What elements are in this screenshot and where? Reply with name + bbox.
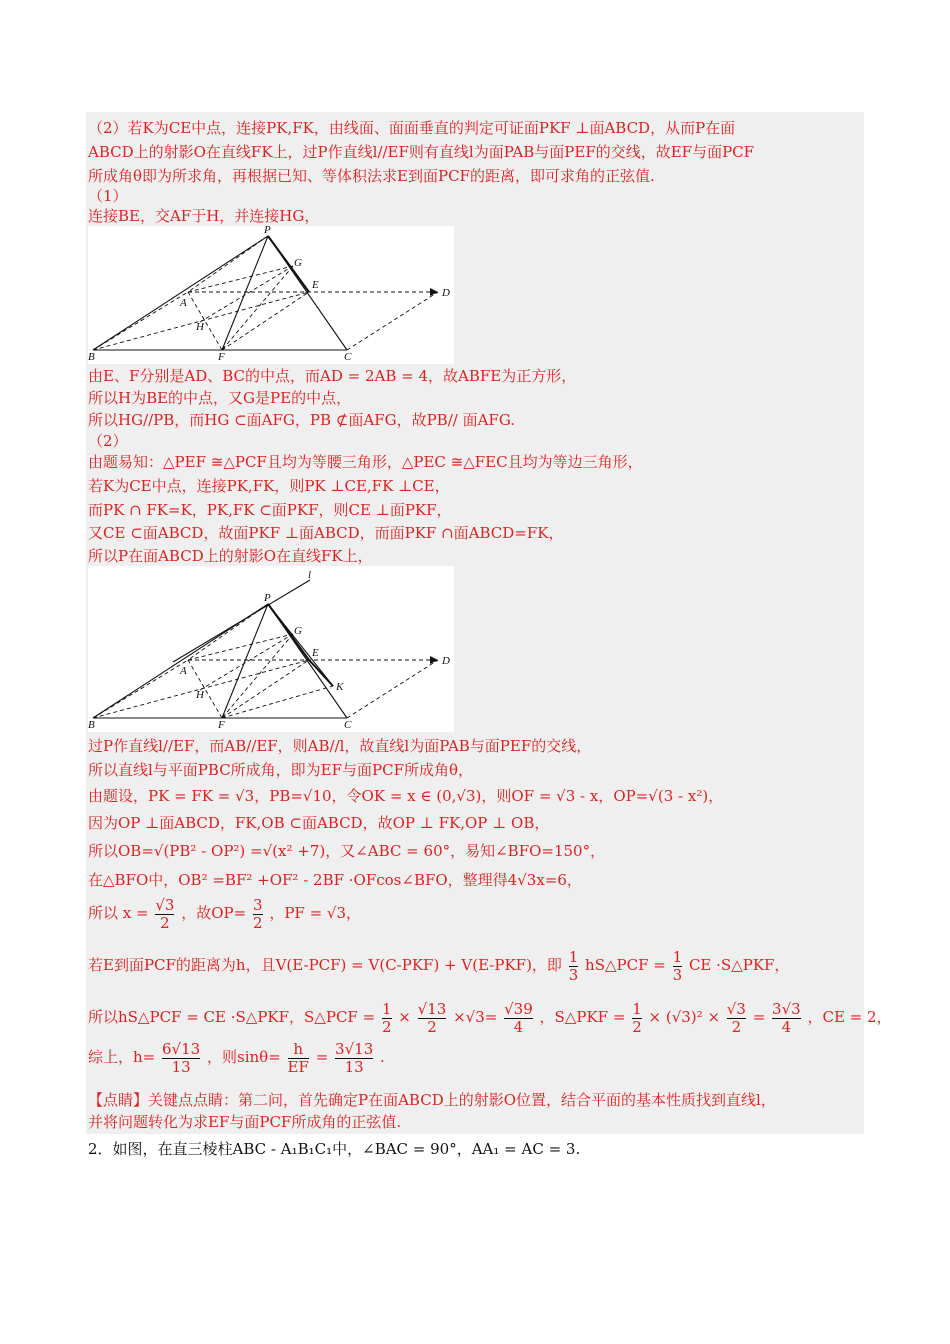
part1-line-3: 所以H为BE的中点，又G是PE的中点， — [88, 389, 352, 407]
frac-sqrt39-over-4 — [504, 1001, 533, 1036]
frac-sqrt3-over-2-a — [155, 897, 174, 932]
frac-den: 3 — [672, 965, 683, 984]
fig2-label-f: F — [218, 719, 225, 731]
times-sign: × — [398, 1008, 411, 1026]
times-sqrt3: ×√3= — [453, 1008, 498, 1026]
fig2-label-e: E — [312, 647, 319, 659]
analysis-line-3: 所成角θ即为所求角，再根据已知、等体积法求E到面PCF的距离，即可求角的正弦值. — [88, 167, 655, 185]
equals-sign: = — [752, 1008, 766, 1026]
fig2-label-b: B — [88, 719, 95, 731]
times-sqrt3-squared: × (√3)² × — [648, 1008, 721, 1026]
fig1-label-g: G — [294, 257, 302, 269]
frac-num: 3√3 — [772, 999, 801, 1018]
frac-h-over-ef — [288, 1041, 309, 1076]
frac-num: √39 — [504, 999, 533, 1018]
frac-den: 13 — [344, 1057, 364, 1076]
fig1-label-p: P — [264, 226, 271, 236]
part1-heading: （1） — [88, 187, 128, 205]
part2-line-2: 若K为CE中点，连接PK,FK，则PK ⊥CE,FK ⊥CE， — [88, 477, 450, 495]
part2-heading: （2） — [88, 432, 128, 450]
part2-line-13 — [88, 948, 789, 984]
frac-num: √3 — [726, 999, 746, 1018]
volume-rhs: CE ·S△PKF， — [688, 956, 790, 974]
x-value-prefix: 所以 x = — [88, 904, 149, 922]
analysis-line-1: （2）若K为CE中点，连接PK,FK，由线面、面面垂直的判定可证面PKF ⊥面ABCD，从而P在面 — [88, 119, 736, 137]
part2-line-3: 而PK ∩ FK=K，PK,FK ⊂面PKF，则CE ⊥面PKF， — [88, 501, 452, 519]
op-value-prefix: ，故OP= — [181, 904, 247, 922]
part2-line-4: 又CE ⊂面ABCD，故面PKF ⊥面ABCD，而面PKF ∩面ABCD=FK， — [88, 524, 564, 542]
part2-line-14 — [88, 1000, 892, 1036]
analysis-line-2: ABCD上的射影O在直线FK上，过P作直线l//EF则有直线l为面PAB与面PEF的交线，故EF与面PCF — [88, 143, 755, 161]
fig1-label-h: H — [196, 321, 204, 333]
figure-1 — [88, 226, 454, 364]
frac-num: √3 — [155, 895, 175, 914]
frac-den: 2 — [427, 1017, 437, 1036]
part2-line-12 — [88, 896, 361, 932]
frac-den: 3 — [568, 965, 579, 984]
frac-num: 3 — [253, 895, 263, 914]
fig2-label-l: l — [308, 569, 312, 581]
frac-den: 4 — [781, 1017, 792, 1036]
part1-line-4: 所以HG//PB，而HG ⊂面AFG，PB ⊄面AFG，故PB// 面AFG. — [88, 411, 516, 429]
fig1-label-c: C — [344, 351, 352, 363]
frac-num: 3√13 — [335, 1039, 374, 1058]
frac-num: 1 — [381, 999, 392, 1018]
fig2-label-d: D — [442, 655, 450, 667]
ce-value: ，CE = 2， — [807, 1008, 892, 1026]
part2-line-9: 因为OP ⊥面ABCD，FK,OB ⊂面ABCD，故OP ⊥ FK,OP ⊥ OB， — [88, 814, 550, 832]
frac-num: 1 — [632, 999, 642, 1018]
period: . — [380, 1048, 385, 1066]
key-point-line-2: 并将问题转化为求EF与面PCF所成角的正弦值. — [88, 1113, 402, 1131]
fig1-label-b: B — [88, 351, 95, 363]
part2-line-6: 过P作直线l//EF，而AB//EF，则AB//l，故直线l为面PAB与面PEF的交线， — [88, 737, 592, 755]
frac-1-over-2-b — [632, 1001, 642, 1036]
fig1-label-d: D — [442, 287, 450, 299]
volume-lhs: hS△PCF = — [585, 956, 666, 974]
key-point-line-1: 【点睛】关键点点睛：第二问，首先确定P在面ABCD上的射影O位置，结合平面的基本性质找到直线l， — [88, 1091, 776, 1109]
frac-3-over-2 — [253, 897, 263, 932]
fig1-label-e: E — [312, 279, 319, 291]
fig2-label-g: G — [294, 625, 302, 637]
frac-num: h — [288, 1041, 309, 1059]
area-pkf-prefix: ，S△PKF = — [539, 1008, 626, 1026]
fig2-label-p: P — [264, 592, 271, 604]
frac-den: 2 — [731, 1017, 742, 1036]
frac-1-over-3-a — [569, 949, 579, 984]
frac-num: 1 — [672, 947, 683, 966]
part2-line-10: 所以OB=√(PB² - OP²) =√(x² +7)，又∠ABC = 60°，易知∠BFO=150°， — [88, 842, 606, 860]
part2-line-1: 由题易知：△PEF ≅△PCF且均为等腰三角形，△PEC ≅△FEC且均为等边三角形， — [88, 453, 643, 471]
figure-2 — [88, 566, 454, 732]
volume-statement: 若E到面PCF的距离为h，且V(E-PCF) = V(C-PKF) + V(E-PKF)，即 — [88, 956, 562, 974]
frac-den: EF — [287, 1057, 309, 1076]
frac-den: 2 — [381, 1017, 392, 1036]
part2-line-8: 由题设，PK = FK = √3，PB=√10，令OK = x ∈ (0,√3)，则OF = √3 - x，OP=√(3 - x²)， — [88, 787, 724, 805]
fig1-label-a: A — [180, 297, 187, 309]
frac-6sqrt13-over-13 — [162, 1041, 200, 1076]
frac-den: 4 — [513, 1017, 524, 1036]
fig2-label-h: H — [196, 689, 204, 701]
frac-3sqrt3-over-4 — [772, 1001, 801, 1036]
frac-den: 13 — [171, 1057, 191, 1076]
part2-line-15 — [88, 1040, 385, 1076]
frac-num: 1 — [568, 947, 579, 966]
fig1-label-f: F — [218, 351, 225, 363]
frac-1-over-3-b — [673, 949, 683, 984]
frac-den: 2 — [253, 913, 263, 932]
equals-sign: = — [315, 1048, 329, 1066]
sin-prefix: ，则sinθ= — [207, 1048, 281, 1066]
part2-line-7: 所以直线l与平面PBC所成角，即为EF与面PCF所成角θ， — [88, 761, 474, 779]
frac-3sqrt13-over-13 — [335, 1041, 373, 1076]
conclusion-prefix: 综上，h= — [88, 1048, 156, 1066]
frac-den: 2 — [632, 1017, 642, 1036]
pf-value: ，PF = √3， — [269, 904, 362, 922]
fig2-label-c: C — [344, 719, 352, 731]
part1-line-1: 连接BE，交AF于H，并连接HG， — [88, 207, 320, 225]
frac-sqrt3-over-2-b — [727, 1001, 746, 1036]
fig2-label-k: K — [336, 681, 344, 693]
area-statement: 所以hS△PCF = CE ·S△PKF，S△PCF = — [88, 1008, 376, 1026]
part2-line-5: 所以P在面ABCD上的射影O在直线FK上， — [88, 547, 373, 565]
frac-1-over-2-a — [382, 1001, 392, 1036]
frac-sqrt13-over-2 — [418, 1001, 447, 1036]
frac-num: 6√13 — [162, 1039, 201, 1058]
frac-den: 2 — [160, 913, 170, 932]
fig2-label-a: A — [180, 665, 187, 677]
question-2: 2．如图，在直三棱柱ABC - A₁B₁C₁中，∠BAC = 90°，AA₁ = AC = 3. — [88, 1140, 581, 1158]
part2-line-11: 在△BFO中，OB² =BF² +OF² - 2BF ·OFcos∠BFO，整理得4√3x=6， — [88, 871, 582, 889]
frac-num: √13 — [417, 999, 447, 1018]
part1-line-2: 由E、F分别是AD、BC的中点，而AD = 2AB = 4，故ABFE为正方形， — [88, 367, 577, 385]
